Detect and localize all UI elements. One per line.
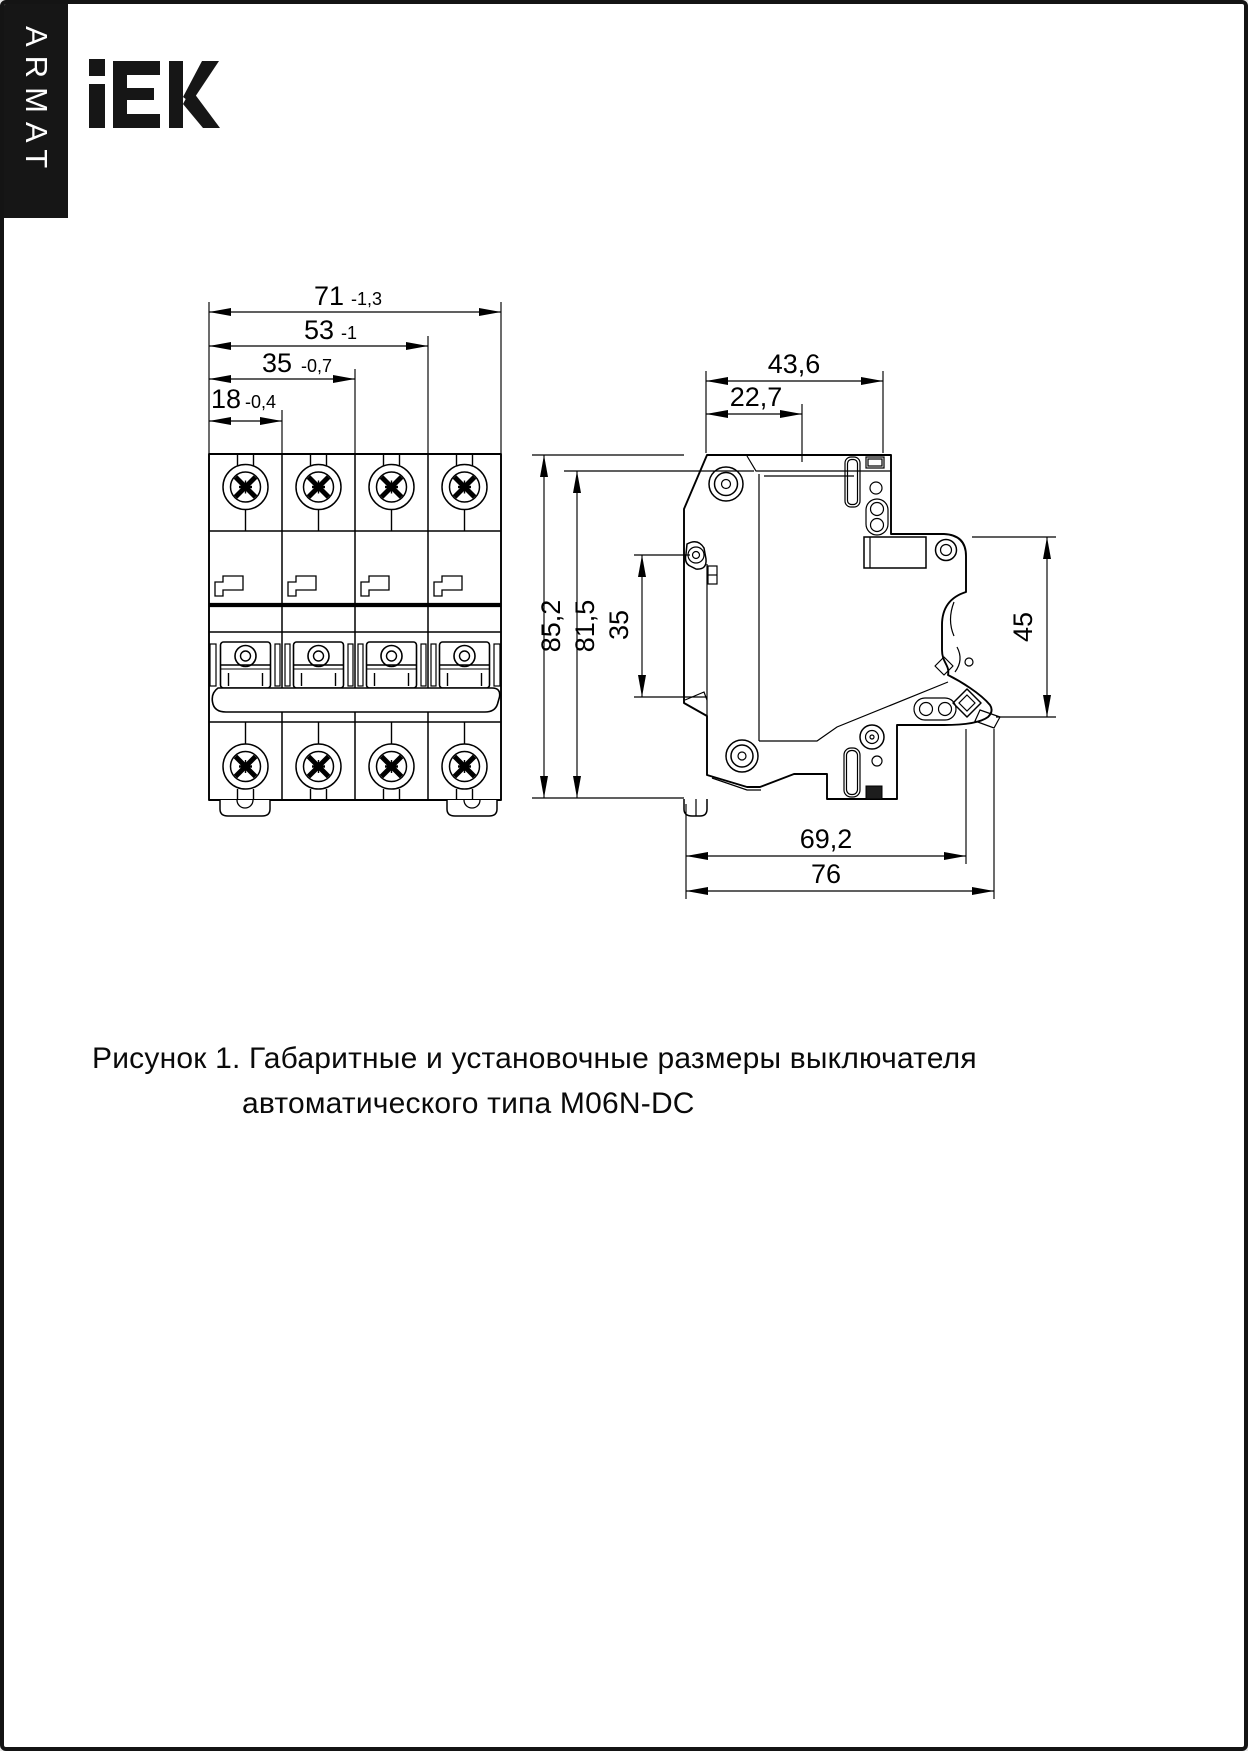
dim-depth-bottom: 69,2	[799, 824, 853, 854]
dim-width-total-tol: -1,3	[351, 289, 383, 309]
front-view-drawing	[209, 281, 501, 816]
dim-width-3pole-tol: -1	[341, 323, 358, 343]
side-foot	[684, 799, 707, 816]
dim-width-2pole-tol: -0,7	[301, 356, 333, 376]
dim-width-1pole-tol: -0,4	[245, 392, 277, 412]
dim-width-1pole: 18	[211, 384, 242, 414]
dim-depth-total: 76	[810, 859, 842, 889]
dim-width-total: 71	[314, 281, 345, 311]
dim-width-3pole: 53	[304, 315, 335, 345]
dimension-drawing	[4, 4, 1248, 964]
dim-depth-top: 43,6	[767, 349, 821, 379]
dim-rear-height: 45	[1008, 611, 1038, 643]
toggle-handle-icon	[294, 642, 344, 688]
toggle-handle-icon	[221, 642, 271, 688]
figure-caption-line1: Рисунок 1. Габаритные и установочные размеры выключателя	[92, 1042, 977, 1075]
dim-depth-handle: 22,7	[729, 382, 783, 412]
dim-height-body: 81,5	[570, 599, 600, 653]
toggle-handle-icon	[367, 642, 417, 688]
dim-width-2pole: 35	[262, 348, 293, 378]
figure-caption-line2: автоматического типа M06N-DC	[242, 1087, 695, 1120]
dim-rail-span: 35	[604, 609, 634, 641]
armat-sidebar-label: ARMAT	[19, 26, 54, 178]
handle-tie-bar	[212, 688, 499, 712]
toggle-handle-icon	[440, 642, 490, 688]
dim-height-total: 85,2	[536, 599, 566, 653]
side-view-drawing	[532, 349, 1056, 899]
figure-caption	[92, 1036, 977, 1126]
